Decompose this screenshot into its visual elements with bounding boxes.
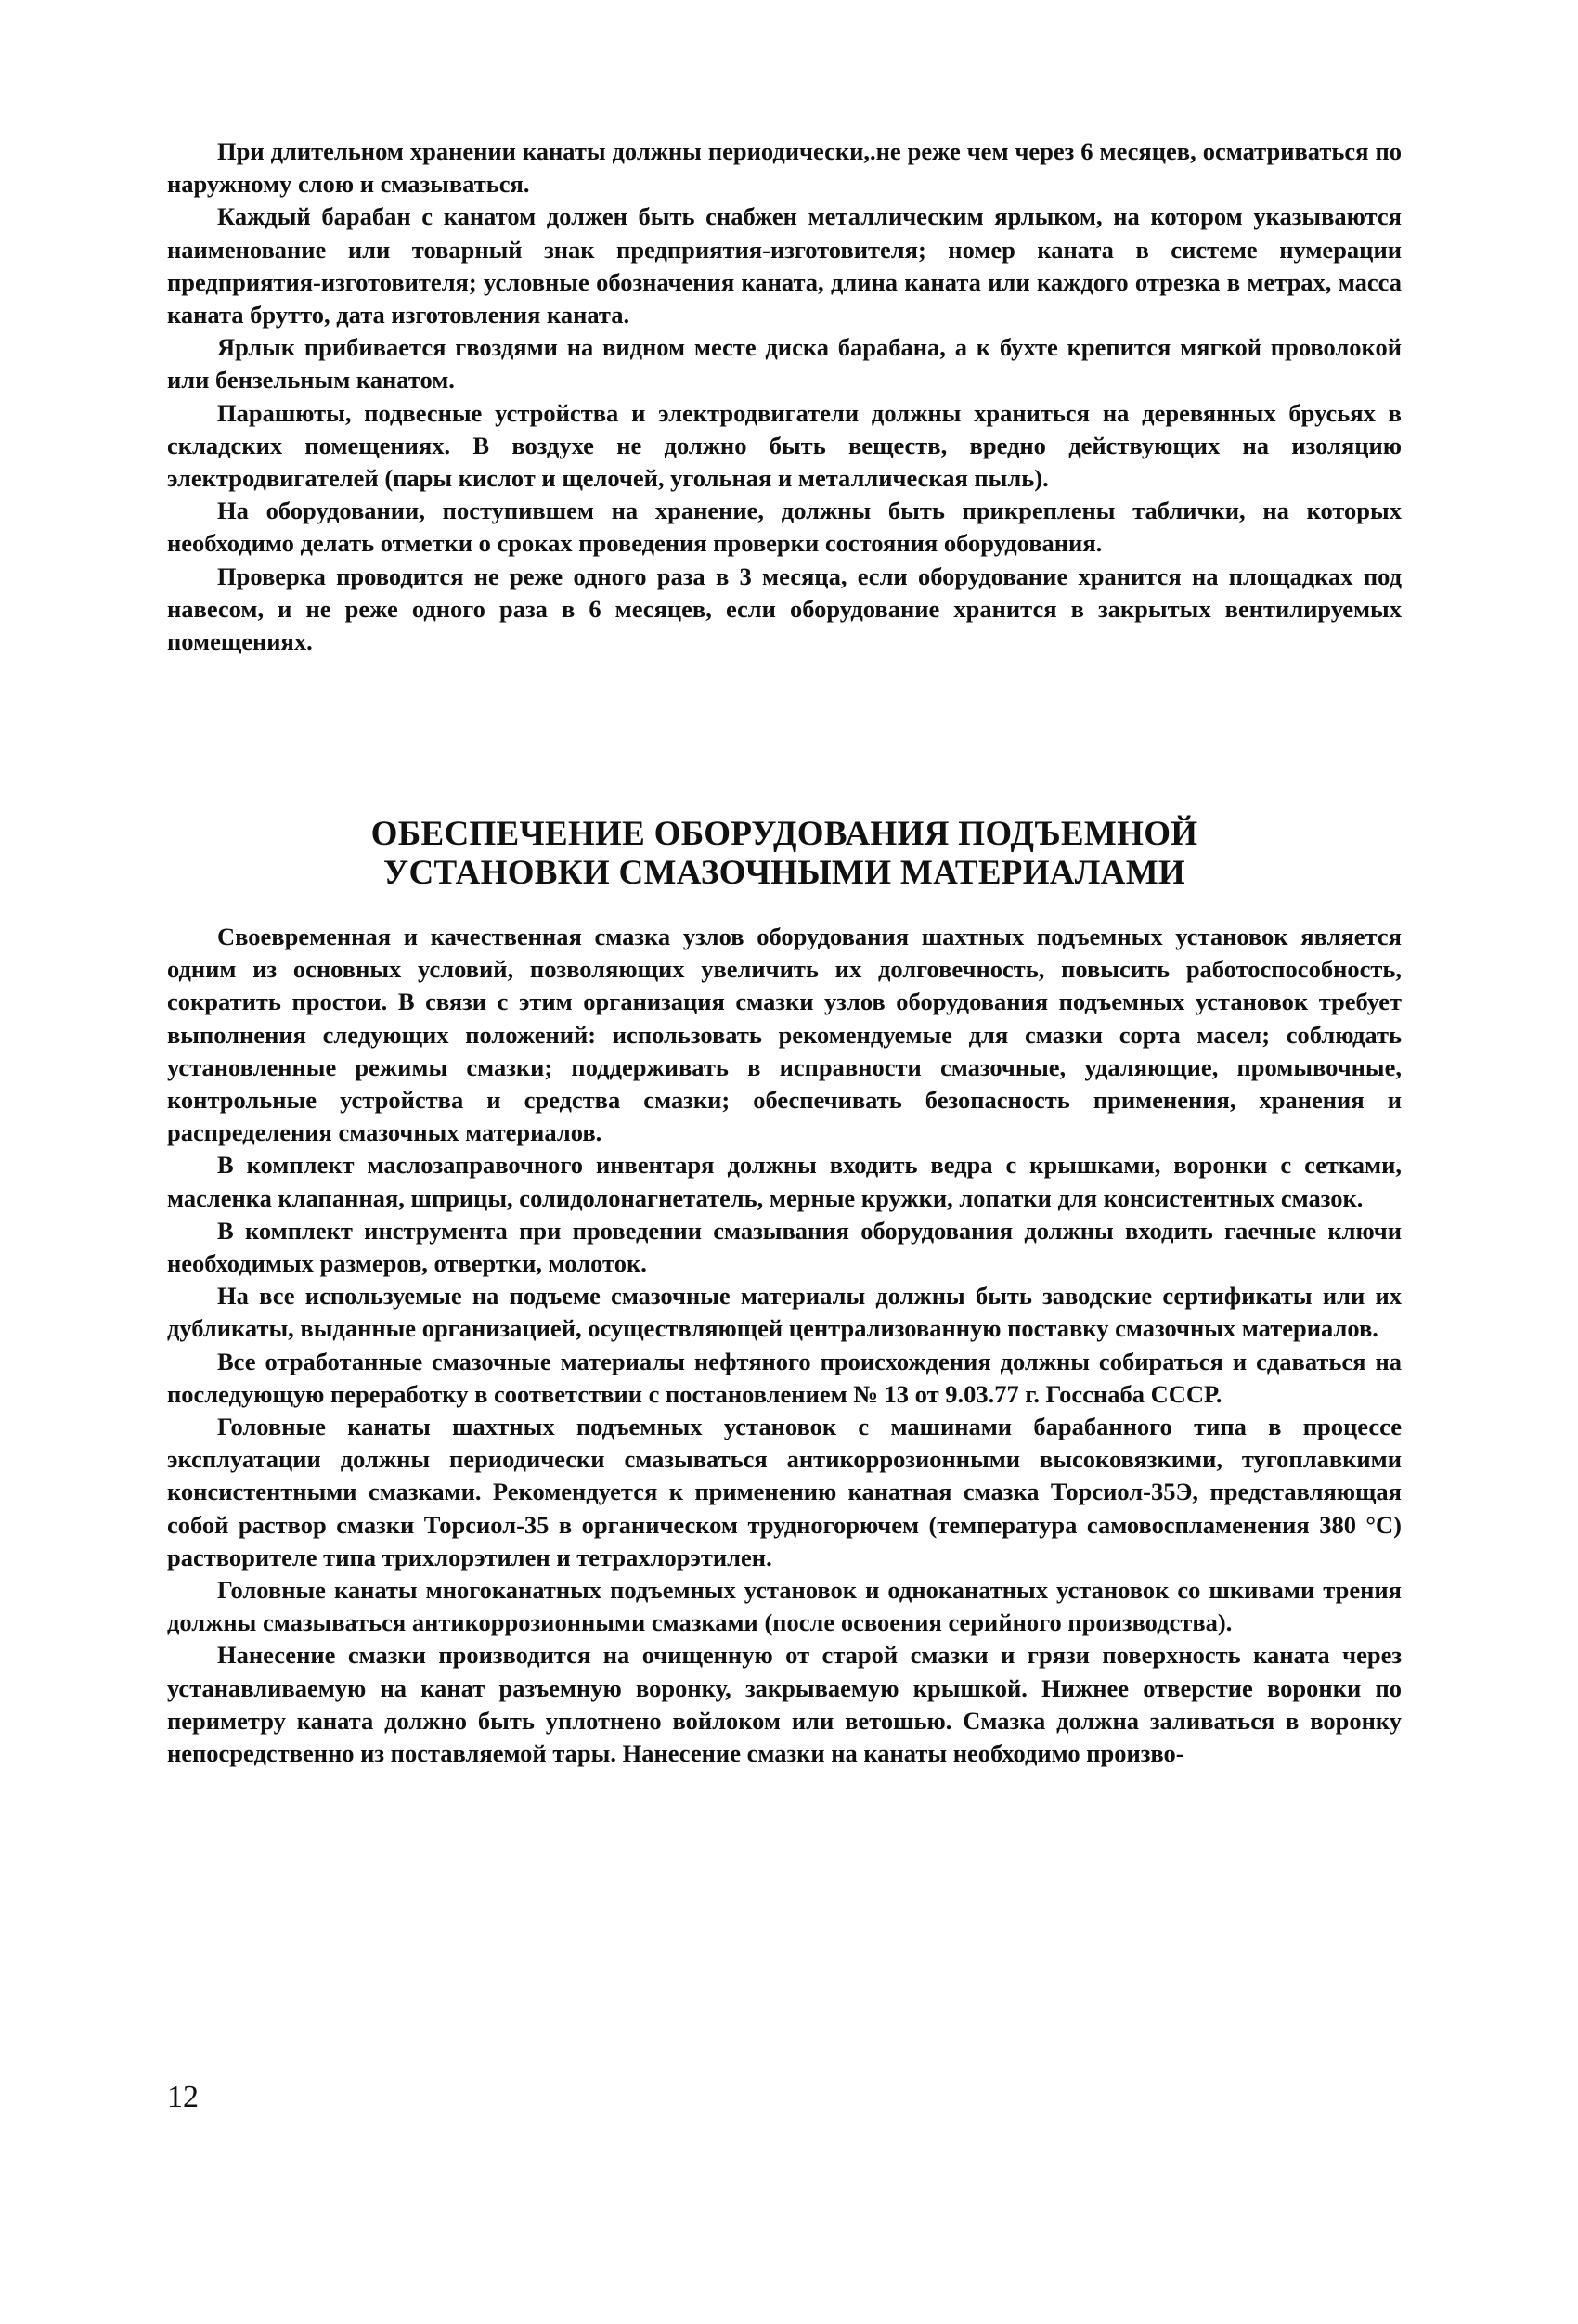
paragraph: На все используемые на подъеме смазочные материалы должны быть заводские сертификаты или их дубликаты, выданные организацией, осуществляющей централизованную поставку смазочных материалов.: [167, 1282, 1402, 1343]
paragraph: Своевременная и качественная смазка узлов оборудования шахтных подъемных установок является одним из основных условий, позволяющих увеличить их долговечность, повысить работоспособность, сократить простои. В связи с этим организация смазки узлов оборудования подъемных установок требует выполнения следующих положений: использовать рекомендуемые для смазки сорта масел; соблюдать установленные режимы смазки; поддерживать в исправности смазочные, удаляющие, промывочные, контрольные устройства и средства смазки; обеспечивать безопасность применения, хранения и распределения смазочных материалов.: [167, 923, 1402, 1147]
paragraph: Все отработанные смазочные материалы нефтяного происхождения должны собираться и сдаваться на последующую переработку в соответствии с постановлением № 13 от 9.03.77 г. Госснаба СССР.: [167, 1347, 1402, 1408]
paragraph: Головные канаты шахтных подъемных установок с машинами барабанного типа в процессе эксплуатации должны периодически смазываться антикоррозионными высоковязкими, тугоплавкими консистентными смазками. Рекомендуется к применению канатная смазка Торсиол-35Э, представляющая собой раствор смазки Торсиол-35 в органическом трудногорючем (температура самовоспламенения 380 °С) растворителе типа трихлорэтилен и тетрахлорэтилен.: [167, 1413, 1402, 1571]
paragraph: На оборудовании, поступившем на хранение, должны быть прикреплены таблички, на которых необходимо делать отметки о сроках проведения проверки состояния оборудования.: [167, 497, 1402, 558]
section-heading: [167, 815, 1402, 893]
paragraph: В комплект инструмента при проведении смазывания оборудования должны входить гаечные ключи необходимых размеров, отвертки, молоток.: [167, 1216, 1402, 1278]
page-number: 12: [167, 2080, 199, 2114]
paragraph: Нанесение смазки производится на очищенную от старой смазки и грязи поверхность каната через устанавливаемую на канат разъемную воронку, закрываемую крышкой. Нижнее отверстие воронки по периметру каната должно быть уплотнено войлоком или ветошью. Смазка должна заливаться в воронку непосредственно из поставляемой тары. Нанесение смазки на канаты необходимо произво-: [167, 1641, 1402, 1768]
paragraph: При длительном хранении канаты должны периодически,.не реже чем через 6 месяцев, осматриваться по наружному слою и смазываться.: [167, 137, 1402, 199]
paragraph: Проверка проводится не реже одного раза в 3 месяца, если оборудование хранится на площадках под навесом, и не реже одного раза в 6 месяцев, если оборудование хранится в закрытых вентилируемых помещениях.: [167, 562, 1402, 656]
body-text-top: [167, 136, 1402, 658]
section-heading-line-1: ОБЕСПЕЧЕНИЕ ОБОРУДОВАНИЯ ПОДЪЕМНОЙ: [370, 815, 1198, 853]
section-heading-line-2: УСТАНОВКИ СМАЗОЧНЫМИ МАТЕРИАЛАМИ: [382, 854, 1185, 892]
paragraph: Парашюты, подвесные устройства и электродвигатели должны храниться на деревянных брусьях в складских помещениях. В воздухе не должно быть веществ, вредно действующих на изоляцию электродвигателей (пары кислот и щелочей, угольная и металлическая пыль).: [167, 398, 1402, 493]
body-text-main: [167, 921, 1402, 1770]
paragraph: Головные канаты многоканатных подъемных установок и одноканатных установок со шкивами трения должны смазываться антикоррозионными смазками (после освоения серийного производства).: [167, 1576, 1402, 1637]
paragraph: Каждый барабан с канатом должен быть снабжен металлическим ярлыком, на котором указываются наименование или товарный знак предприятия-изготовителя; номер каната в системе нумерации предприятия-изготовителя; условные обозначения каната, длина каната или каждого отрезка в метрах, масса каната брутто, дата изготовления каната.: [167, 202, 1402, 329]
paragraph: Ярлык прибивается гвоздями на видном месте диска барабана, а к бухте крепится мягкой проволокой или бензельным канатом.: [167, 333, 1402, 394]
paragraph: В комплект маслозаправочного инвентаря должны входить ведра с крышками, воронки с сетками, масленка клапанная, шприцы, солидолонагнетатель, мерные кружки, лопатки для консистентных смазок.: [167, 1151, 1402, 1212]
